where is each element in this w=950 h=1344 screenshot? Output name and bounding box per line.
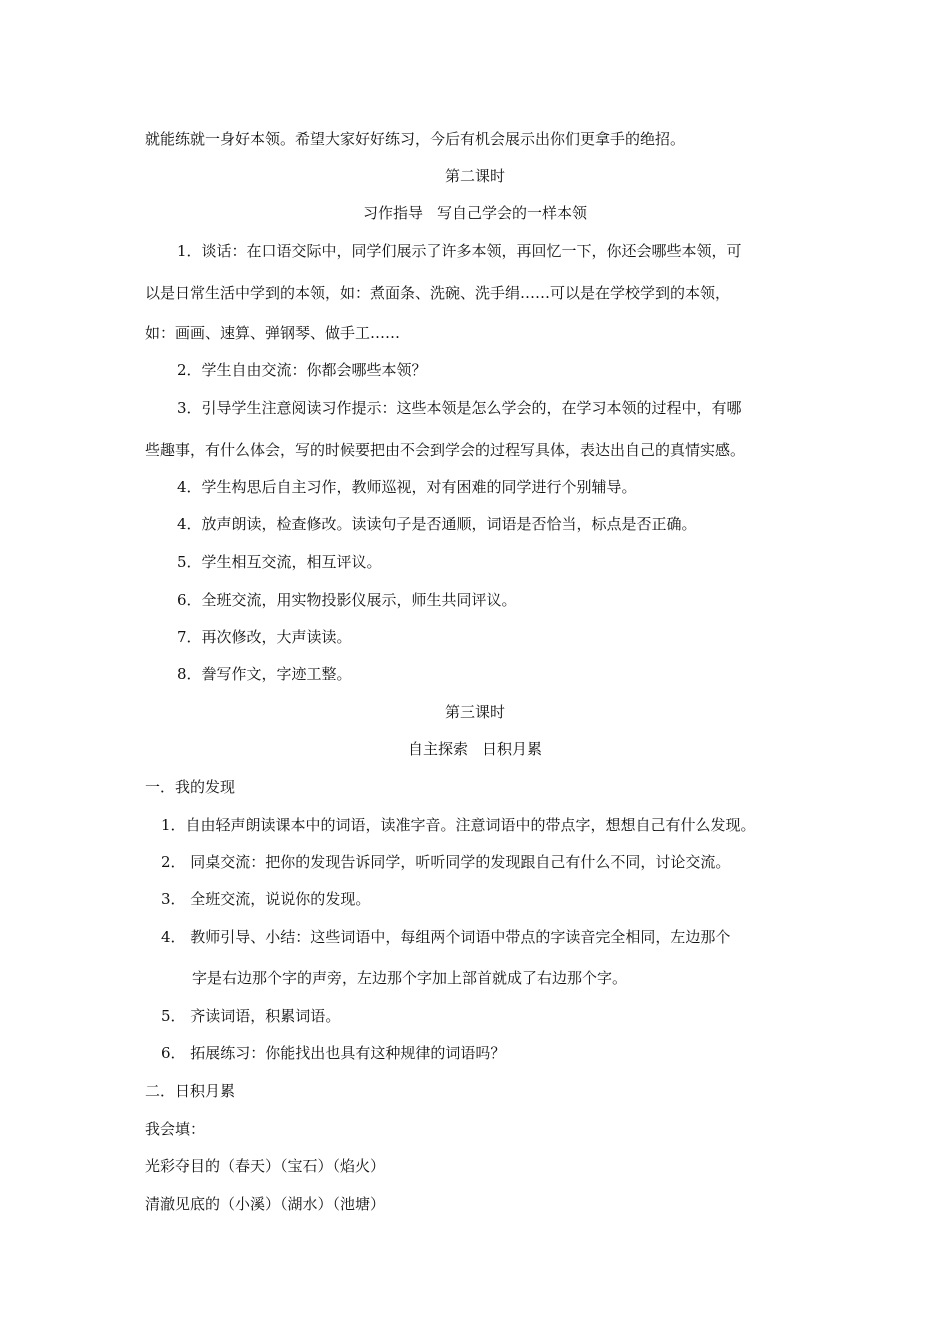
section2-title: 二．日积月累 [145,1082,236,1100]
section1-item: 1．自由轻声朗读课本中的词语，读准字音。注意词语中的带点字，想想自己有什么发现。 [161,816,756,834]
lesson2-subtitle-a: 习作指导 [362,204,423,222]
lesson3-subtitle-a: 自主探索 [407,740,468,758]
lesson2-item: 8．誊写作文，字迹工整。 [177,665,352,683]
lesson2-item: 以是日常生活中学到的本领，如：煮面条、洗碗、洗手绢……可以是在学校学到的本领， [145,284,731,302]
lesson2-item: 2．学生自由交流：你都会哪些本领？ [177,361,427,379]
section2-row: 光彩夺目的（春天）（宝石）（焰火） [145,1157,386,1175]
lesson2-heading: 第二课时 [444,167,505,185]
section1-item: 字是右边那个字的声旁，左边那个字加上部首就成了右边那个字。 [192,969,628,987]
intro-tail-paragraph: 就能练就一身好本领。希望大家好好练习，今后有机会展示出你们更拿手的绝招。 [145,130,686,148]
section2-row: 清澈见底的（小溪）（湖水）（池塘） [145,1195,386,1213]
section2-prompt: 我会填： [145,1120,206,1138]
lesson3-subtitle [0,739,950,759]
lesson3-heading: 第三课时 [444,703,505,721]
lesson2-item: 6．全班交流，用实物投影仪展示，师生共同评议。 [177,591,517,609]
section1-item: 2． 同桌交流：把你的发现告诉同学，听听同学的发现跟自己有什么不同，讨论交流。 [161,853,731,871]
section1-item: 3． 全班交流，说说你的发现。 [161,890,371,908]
lesson2-item: 7．再次修改，大声读读。 [177,628,352,646]
lesson2-item: 4．学生构思后自主习作，教师巡视，对有困难的同学进行个别辅导。 [177,478,637,496]
lesson2-item: 些趣事，有什么体会，写的时候要把由不会到学会的过程写具体，表达出自己的真情实感。 [145,441,746,459]
section1-item: 4． 教师引导、小结：这些词语中，每组两个词语中带点的字读音完全相同，左边那个 [161,928,731,946]
lesson2-subtitle-b: 写自己学会的一样本领 [437,204,588,222]
lesson2-item: 如：画画、速算、弹钢琴、做手工…… [145,324,401,342]
section1-title: 一．我的发现 [145,778,236,796]
lesson2-item: 3．引导学生注意阅读习作提示：这些本领是怎么学会的，在学习本领的过程中，有哪 [177,399,742,417]
section1-item: 6． 拓展练习：你能找出也具有这种规律的词语吗？ [161,1044,506,1062]
lesson2-item: 4．放声朗读，检查修改。读读句子是否通顺，词语是否恰当，标点是否正确。 [177,515,697,533]
lesson2-item: 1．谈话：在口语交际中，同学们展示了许多本领，再回忆一下，你还会哪些本领，可 [177,242,742,260]
lesson2-item: 5．学生相互交流，相互评议。 [177,553,382,571]
lesson2-subtitle [0,203,950,223]
section1-item: 5． 齐读词语，积累词语。 [161,1007,341,1025]
lesson3-subtitle-b: 日积月累 [482,740,543,758]
